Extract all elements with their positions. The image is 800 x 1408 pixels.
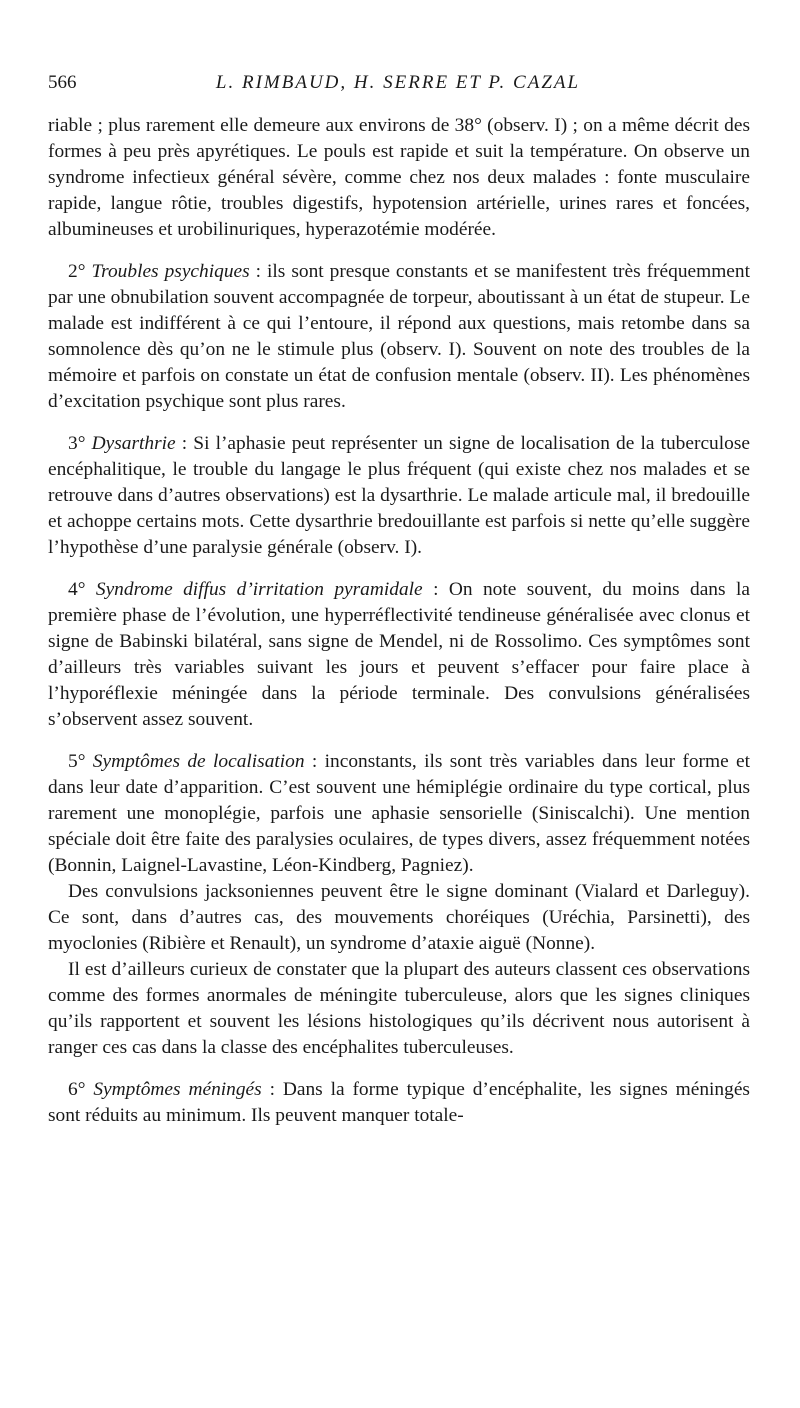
paragraph-continued: riable ; plus rarement elle demeure aux environs de 38° (observ. I) ; on a même décrit des formes à peu près apyrétiques. Le pouls est rapide et suit la température. On observe un syndrome infectieux général sévère, comme chez nos deux malades : fonte musculaire rapide, langue rôtie, troubles digestifs, hypotension artérielle, urines rares et foncées, albumineuses et urobilinuriques, hyperazotémie modérée. [48,115,750,240]
section-symptomes-localisation [48,749,750,879]
section-text: : ils sont presque constants et se manifestent très fréquemment par une obnubilation souvent accompagnée de torpeur, aboutissant à un état de stupeur. Le malade est indifférent à ce qui l’entoure, il répond aux questions, mais retombe dans sa somnolence dès qu’on ne le stimule plus (observ. I). Souvent on note des troubles de la mémoire et parfois on constate un état de confusion mentale (observ. II). Les phénomènes d’excitation psychique sont plus rares. [48,261,750,412]
section-heading: Symptômes méningés [93,1079,262,1100]
paragraph-convulsions: Des convulsions jacksoniennes peuvent être le signe dominant (Vialard et Darleguy). Ce sont, dans d’autres cas, des mouvements choréiques (Uréchia, Parsinetti), des myoclonies (Ribière et Renault), un syndrome d’ataxie aiguë (Nonne). [48,881,750,954]
section-troubles-psychiques [48,259,750,415]
paragraph-observations: Il est d’ailleurs curieux de constater que la plupart des auteurs classent ces observations comme des formes anormales de méningite tuberculeuse, alors que les signes cliniques qu’ils rapportent et souvent les lésions histologiques qu’ils décrivent nous autorisent à ranger ces cas dans la classe des encéphalites tuberculeuses. [48,959,750,1058]
section-irritation-pyramidale [48,577,750,733]
section-heading: Symptômes de localisation [92,751,305,772]
section-number: 2° [68,261,86,282]
section-heading: Syndrome diffus d’irritation pyramidale [95,579,423,600]
section-dysarthrie [48,431,750,561]
section-text: : On note souvent, du moins dans la première phase de l’évolution, une hyperréflectivité tendineuse généralisée avec clonus et signe de Babinski bilatéral, sans signe de Mendel, ni de Rossolimo. Ces symptômes sont d’ailleurs très variables suivant les jours et peuvent s’effacer pour faire place à l’hyporéflexie méningée dans la période terminale. Des convulsions généralisées s’observent assez souvent. [48,579,750,730]
section-number: 5° [68,751,86,772]
running-title: L. RIMBAUD, H. SERRE ET P. CAZAL [215,72,581,93]
section-heading: Dysarthrie [91,433,176,454]
section-text: : Si l’aphasie peut représenter un signe de localisation de la tuberculose encéphalitique, le trouble du langage le plus fréquent (qui existe chez nos malades et se retrouve dans d’autres observations) est la dysarthrie. Le malade articule mal, il bredouille et achoppe certains mots. Cette dysarthrie bredouillante est parfois si nette qu’elle suggère l’hypothèse d’une paralysie générale (observ. I). [48,433,750,558]
section-symptomes-meninges [48,1077,750,1129]
section-number: 3° [68,433,86,454]
running-head [48,70,748,100]
section-number: 4° [68,579,86,600]
section-text: : Dans la forme typique d’encéphalite, les signes méningés sont réduits au minimum. Ils peuvent manquer totale- [48,1079,750,1126]
section-heading: Troubles psychiques [91,261,250,282]
section-text: : inconstants, ils sont très variables dans leur forme et dans leur date d’apparition. C’est souvent une hémiplégie ordinaire du type cortical, plus rarement une monoplégie, parfois une aphasie sensorielle (Siniscalchi). Une mention spéciale doit être faite des paralysies oculaires, de types divers, assez fréquemment notées (Bonnin, Laignel-Lavastine, Léon-Kindberg, Pagniez). [48,751,750,876]
section-number: 6° [68,1079,86,1100]
page-body [48,113,750,1129]
page-number: 566 [48,72,77,93]
